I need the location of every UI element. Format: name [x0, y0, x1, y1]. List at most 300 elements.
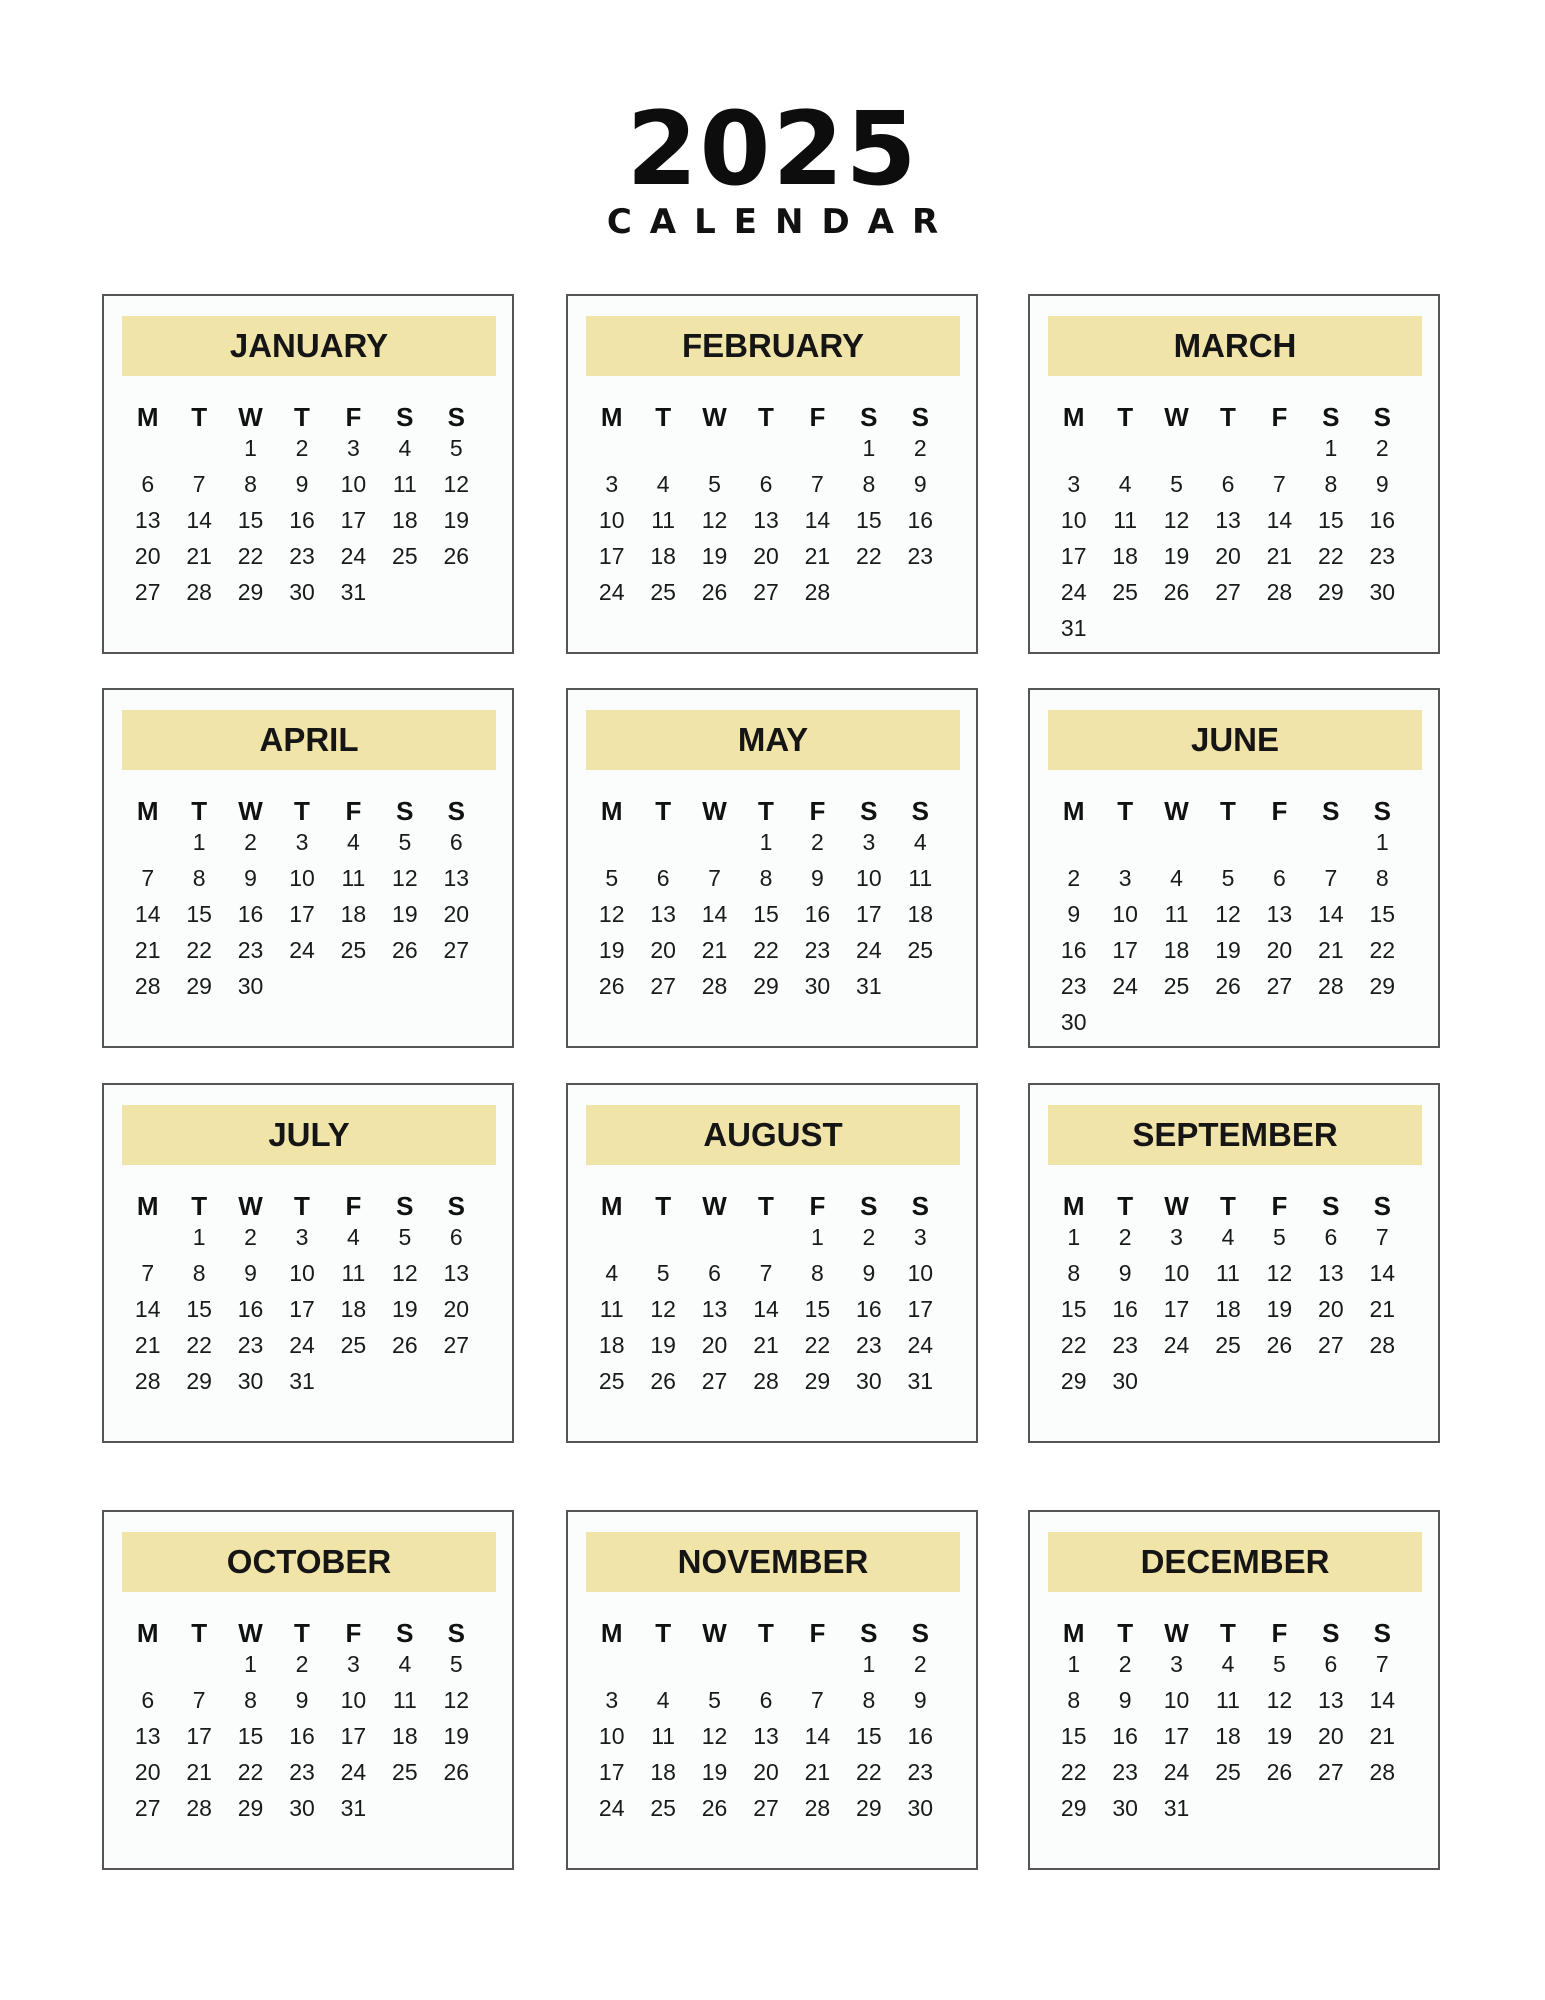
- day-cell: 25: [1215, 1332, 1241, 1358]
- weekday-label: M: [136, 1191, 159, 1221]
- day-cell: 10: [1060, 507, 1087, 533]
- day-cell: 27: [443, 1332, 470, 1358]
- weekday-label: T: [758, 1618, 774, 1648]
- day-cell: 9: [811, 865, 824, 891]
- day-cell: 18: [1112, 543, 1138, 569]
- empty-cell: [637, 1646, 688, 1682]
- day-cell: 26: [1266, 1759, 1293, 1785]
- day-cell: 9: [862, 1260, 876, 1286]
- empty-cell: [586, 824, 637, 860]
- day-cell: 29: [753, 973, 779, 999]
- weekday-label: T: [191, 402, 208, 432]
- day-cell: 9: [1067, 901, 1081, 927]
- day-cell: 7: [1375, 1224, 1389, 1250]
- month-march: [1028, 294, 1440, 654]
- day-cell: 20: [753, 543, 779, 569]
- day-cell: 24: [907, 1332, 934, 1358]
- day-cell: 1: [811, 1224, 824, 1250]
- day-cell: 14: [1318, 901, 1344, 927]
- weekday-label: F: [345, 402, 362, 432]
- weekday-label: M: [1062, 1191, 1085, 1221]
- month-may: [566, 688, 978, 1048]
- weekday-label: T: [191, 1191, 208, 1221]
- month-name: APRIL: [122, 710, 496, 770]
- day-cell: 8: [244, 471, 257, 497]
- day-cell: 11: [1216, 1687, 1240, 1713]
- day-cell: 31: [289, 1368, 315, 1394]
- weekday-label: T: [1220, 796, 1236, 826]
- day-cell: 18: [598, 1332, 625, 1358]
- day-cell: 18: [392, 1723, 418, 1749]
- day-cell: 28: [186, 579, 212, 605]
- day-cell: 23: [907, 1759, 934, 1785]
- weekday-label: W: [702, 1191, 727, 1221]
- day-cell: 26: [701, 579, 728, 605]
- day-cell: 14: [753, 1296, 779, 1322]
- day-cell: 17: [186, 1723, 212, 1749]
- weekday-label: M: [1062, 796, 1085, 826]
- year-title: 2025: [626, 90, 919, 209]
- day-cell: 29: [186, 1368, 212, 1394]
- day-cell: 11: [1216, 1260, 1240, 1286]
- day-cell: 1: [244, 1651, 257, 1677]
- month-february: [566, 294, 978, 654]
- day-cell: 25: [598, 1368, 625, 1394]
- month-name: DECEMBER: [1048, 1532, 1422, 1592]
- day-cell: 24: [598, 579, 625, 605]
- day-cell: 6: [708, 1260, 721, 1286]
- day-cell: 1: [862, 435, 876, 461]
- day-cell: 6: [1324, 1224, 1338, 1250]
- day-cell: 25: [392, 543, 418, 569]
- day-cell: 1: [192, 829, 206, 855]
- day-cell: 3: [347, 435, 360, 461]
- month-december: [1028, 1510, 1440, 1870]
- day-cell: 4: [1221, 1651, 1235, 1677]
- day-cell: 27: [443, 937, 470, 963]
- day-cell: 20: [1215, 543, 1241, 569]
- day-cell: 3: [295, 829, 309, 855]
- day-cell: 14: [1369, 1687, 1396, 1713]
- day-cell: 3: [1118, 865, 1132, 891]
- day-cell: 30: [1112, 1795, 1138, 1821]
- day-cell: 25: [340, 937, 367, 963]
- day-cell: 12: [443, 471, 470, 497]
- month-name: MAY: [586, 710, 960, 770]
- weekday-label: S: [447, 1191, 465, 1221]
- day-cell: 15: [1318, 507, 1344, 533]
- day-cell: 2: [1118, 1224, 1132, 1250]
- weekday-label: T: [294, 402, 310, 432]
- weekday-label: S: [396, 402, 414, 432]
- day-cell: 14: [804, 1723, 831, 1749]
- day-cell: 23: [237, 937, 264, 963]
- day-cell: 1: [1067, 1224, 1081, 1250]
- day-cell: 24: [856, 937, 882, 963]
- month-name: OCTOBER: [122, 1532, 496, 1592]
- day-cell: 27: [134, 579, 161, 605]
- day-cell: 21: [753, 1332, 779, 1358]
- day-cell: 17: [598, 1759, 625, 1785]
- day-cell: 28: [1369, 1332, 1396, 1358]
- weekday-label: T: [655, 402, 672, 432]
- weekday-label: T: [758, 1191, 774, 1221]
- day-cell: 25: [650, 579, 676, 605]
- day-cell: 17: [1163, 1723, 1190, 1749]
- day-cell: 4: [1118, 471, 1132, 497]
- empty-cell: [122, 430, 173, 466]
- day-cell: 17: [1112, 937, 1138, 963]
- day-cell: 9: [244, 1260, 257, 1286]
- weekday-label: M: [600, 796, 623, 826]
- day-cell: 25: [1112, 579, 1138, 605]
- month-january: [102, 294, 514, 654]
- day-cell: 10: [1163, 1687, 1190, 1713]
- day-cell: 12: [1163, 507, 1190, 533]
- day-cell: 22: [1369, 937, 1396, 963]
- day-cell: 23: [1060, 973, 1087, 999]
- day-cell: 21: [134, 1332, 161, 1358]
- day-cell: 15: [186, 901, 212, 927]
- empty-cell: [586, 1219, 637, 1255]
- day-cell: 19: [650, 1332, 676, 1358]
- day-cell: 21: [1266, 543, 1293, 569]
- day-grid: [586, 1610, 946, 1826]
- weekday-label: S: [1322, 1618, 1340, 1648]
- day-cell: 7: [1375, 1651, 1389, 1677]
- empty-cell: [586, 430, 637, 466]
- weekday-label: S: [911, 1618, 929, 1648]
- month-name: MARCH: [1048, 316, 1422, 376]
- day-cell: 23: [856, 1332, 882, 1358]
- day-cell: 14: [134, 1296, 161, 1322]
- day-cell: 29: [186, 973, 212, 999]
- day-cell: 25: [392, 1759, 418, 1785]
- day-cell: 8: [1324, 471, 1338, 497]
- day-cell: 17: [340, 1723, 367, 1749]
- weekday-label: T: [758, 402, 774, 432]
- day-cell: 2: [244, 1224, 257, 1250]
- day-cell: 18: [1215, 1723, 1241, 1749]
- day-cell: 5: [398, 829, 412, 855]
- weekday-label: S: [860, 796, 878, 826]
- weekday-label: T: [655, 1191, 672, 1221]
- month-october: [102, 1510, 514, 1870]
- day-cell: 22: [1060, 1332, 1087, 1358]
- day-cell: 15: [237, 507, 264, 533]
- day-cell: 22: [856, 1759, 882, 1785]
- day-cell: 16: [1112, 1296, 1138, 1322]
- day-cell: 18: [1215, 1296, 1241, 1322]
- empty-cell: [637, 824, 688, 860]
- day-cell: 7: [708, 865, 721, 891]
- day-cell: 21: [701, 937, 728, 963]
- weekday-label: S: [1373, 796, 1391, 826]
- day-cell: 3: [913, 1224, 927, 1250]
- day-cell: 17: [289, 1296, 315, 1322]
- day-cell: 2: [295, 435, 309, 461]
- weekday-label: W: [1164, 402, 1189, 432]
- empty-cell: [740, 430, 791, 466]
- day-cell: 2: [1375, 435, 1389, 461]
- day-cell: 13: [1318, 1260, 1344, 1286]
- weekday-label: W: [238, 1191, 263, 1221]
- empty-cell: [1099, 430, 1150, 466]
- weekday-label: S: [447, 796, 465, 826]
- day-cell: 10: [1112, 901, 1138, 927]
- day-cell: 13: [443, 1260, 470, 1286]
- empty-cell: [1202, 824, 1253, 860]
- day-cell: 7: [141, 1260, 155, 1286]
- empty-cell: [1254, 430, 1305, 466]
- empty-cell: [689, 1646, 740, 1682]
- day-cell: 5: [656, 1260, 670, 1286]
- day-grid: [122, 1610, 482, 1826]
- day-cell: 8: [1067, 1260, 1081, 1286]
- day-cell: 27: [1318, 1332, 1344, 1358]
- weekday-label: S: [1373, 1618, 1391, 1648]
- empty-cell: [637, 1219, 688, 1255]
- weekday-label: F: [1271, 1191, 1288, 1221]
- day-cell: 7: [192, 1687, 206, 1713]
- day-cell: 27: [134, 1795, 161, 1821]
- day-cell: 3: [605, 471, 619, 497]
- day-cell: 16: [1369, 507, 1396, 533]
- day-cell: 12: [392, 1260, 418, 1286]
- day-cell: 25: [340, 1332, 367, 1358]
- weekday-label: F: [809, 1191, 826, 1221]
- day-cell: 15: [856, 507, 882, 533]
- weekday-label: F: [1271, 796, 1288, 826]
- weekday-label: M: [136, 402, 159, 432]
- day-cell: 11: [651, 507, 676, 533]
- day-cell: 2: [244, 829, 257, 855]
- day-grid: [586, 1183, 946, 1399]
- day-cell: 29: [237, 1795, 264, 1821]
- weekday-label: S: [860, 402, 878, 432]
- weekday-label: S: [860, 1618, 878, 1648]
- weekday-label: S: [911, 1191, 929, 1221]
- day-cell: 28: [701, 973, 728, 999]
- day-cell: 9: [295, 471, 309, 497]
- weekday-label: S: [1322, 796, 1340, 826]
- day-cell: 22: [856, 543, 882, 569]
- day-cell: 26: [1215, 973, 1241, 999]
- day-cell: 28: [804, 579, 831, 605]
- day-cell: 19: [598, 937, 625, 963]
- month-name: JANUARY: [122, 316, 496, 376]
- day-cell: 30: [237, 1368, 264, 1394]
- day-cell: 6: [449, 829, 463, 855]
- day-cell: 23: [1369, 543, 1396, 569]
- day-cell: 30: [804, 973, 831, 999]
- empty-cell: [1305, 824, 1356, 860]
- weekday-label: W: [702, 1618, 727, 1648]
- day-cell: 29: [856, 1795, 882, 1821]
- empty-cell: [1048, 430, 1099, 466]
- day-cell: 17: [1163, 1296, 1190, 1322]
- day-cell: 12: [598, 901, 625, 927]
- weekday-label: S: [1373, 402, 1391, 432]
- day-cell: 16: [237, 901, 264, 927]
- day-cell: 22: [186, 937, 212, 963]
- month-november: [566, 1510, 978, 1870]
- weekday-label: W: [1164, 1618, 1189, 1648]
- day-cell: 24: [598, 1795, 625, 1821]
- day-cell: 21: [804, 543, 831, 569]
- calendar-subtitle: CALENDAR: [606, 202, 957, 242]
- day-cell: 15: [1060, 1296, 1087, 1322]
- day-cell: 28: [134, 973, 161, 999]
- weekday-label: T: [1220, 1618, 1236, 1648]
- day-cell: 22: [1318, 543, 1344, 569]
- day-cell: 25: [1215, 1759, 1241, 1785]
- day-cell: 28: [1369, 1759, 1396, 1785]
- day-cell: 30: [1369, 579, 1396, 605]
- month-july: [102, 1083, 514, 1443]
- day-cell: 28: [186, 1795, 212, 1821]
- day-cell: 26: [1163, 579, 1190, 605]
- day-cell: 27: [753, 579, 779, 605]
- day-cell: 18: [650, 1759, 676, 1785]
- weekday-label: F: [809, 402, 826, 432]
- empty-cell: [637, 430, 688, 466]
- day-cell: 4: [347, 829, 360, 855]
- weekday-label: W: [1164, 1191, 1189, 1221]
- day-cell: 8: [244, 1687, 257, 1713]
- day-cell: 9: [244, 865, 257, 891]
- empty-cell: [1151, 824, 1202, 860]
- day-cell: 7: [759, 1260, 773, 1286]
- empty-cell: [792, 1646, 843, 1682]
- day-cell: 15: [804, 1296, 831, 1322]
- day-cell: 9: [1375, 471, 1389, 497]
- day-cell: 5: [708, 1687, 721, 1713]
- weekday-label: W: [1164, 796, 1189, 826]
- day-cell: 19: [392, 901, 418, 927]
- day-cell: 23: [804, 937, 831, 963]
- day-cell: 17: [907, 1296, 934, 1322]
- weekday-label: M: [136, 1618, 159, 1648]
- weekday-label: M: [136, 796, 159, 826]
- day-cell: 26: [701, 1795, 728, 1821]
- weekday-label: F: [809, 796, 826, 826]
- day-cell: 26: [392, 937, 418, 963]
- day-cell: 9: [1118, 1260, 1132, 1286]
- weekday-label: T: [191, 1618, 208, 1648]
- empty-cell: [122, 1646, 173, 1682]
- day-cell: 2: [862, 1224, 876, 1250]
- day-cell: 12: [701, 1723, 728, 1749]
- month-june: [1028, 688, 1440, 1048]
- day-cell: 16: [907, 1723, 934, 1749]
- day-cell: 28: [134, 1368, 161, 1394]
- weekday-label: T: [1117, 796, 1134, 826]
- day-cell: 13: [443, 865, 470, 891]
- day-cell: 12: [1215, 901, 1241, 927]
- day-cell: 27: [701, 1368, 728, 1394]
- day-cell: 13: [650, 901, 676, 927]
- day-cell: 29: [1318, 579, 1344, 605]
- day-cell: 7: [141, 865, 155, 891]
- day-cell: 4: [1221, 1224, 1235, 1250]
- day-cell: 19: [443, 1723, 470, 1749]
- day-cell: 10: [856, 865, 882, 891]
- day-cell: 18: [1163, 937, 1190, 963]
- day-cell: 5: [449, 435, 463, 461]
- weekday-label: S: [1373, 1191, 1391, 1221]
- day-cell: 21: [1369, 1296, 1396, 1322]
- day-cell: 13: [1215, 507, 1241, 533]
- day-grid: [586, 394, 946, 610]
- day-cell: 23: [907, 543, 934, 569]
- day-cell: 16: [289, 507, 315, 533]
- day-cell: 31: [340, 1795, 367, 1821]
- day-cell: 1: [192, 1224, 206, 1250]
- day-cell: 30: [289, 1795, 315, 1821]
- empty-cell: [586, 1646, 637, 1682]
- day-cell: 6: [141, 471, 155, 497]
- month-name: AUGUST: [586, 1105, 960, 1165]
- empty-cell: [792, 430, 843, 466]
- day-cell: 1: [1324, 435, 1338, 461]
- weekday-label: F: [1271, 402, 1288, 432]
- weekday-label: T: [1220, 402, 1236, 432]
- day-cell: 17: [598, 543, 625, 569]
- weekday-label: T: [655, 1618, 672, 1648]
- day-cell: 3: [862, 829, 876, 855]
- day-cell: 8: [759, 865, 773, 891]
- day-cell: 5: [708, 471, 721, 497]
- day-cell: 27: [1215, 579, 1241, 605]
- empty-cell: [1048, 824, 1099, 860]
- weekday-label: S: [860, 1191, 878, 1221]
- day-cell: 18: [340, 1296, 367, 1322]
- day-cell: 7: [1273, 471, 1286, 497]
- day-cell: 22: [1060, 1759, 1087, 1785]
- empty-cell: [689, 1219, 740, 1255]
- day-cell: 8: [811, 1260, 824, 1286]
- empty-cell: [740, 1219, 791, 1255]
- day-cell: 12: [392, 865, 418, 891]
- weekday-label: T: [1220, 1191, 1236, 1221]
- day-cell: 13: [753, 507, 779, 533]
- day-cell: 9: [913, 471, 927, 497]
- day-cell: 25: [907, 937, 934, 963]
- day-cell: 11: [341, 1260, 366, 1286]
- day-cell: 27: [650, 973, 676, 999]
- weekday-label: W: [238, 796, 263, 826]
- day-cell: 29: [1060, 1368, 1087, 1394]
- day-cell: 2: [1067, 865, 1081, 891]
- day-cell: 3: [295, 1224, 309, 1250]
- day-cell: 14: [1266, 507, 1293, 533]
- day-cell: 30: [237, 973, 264, 999]
- day-cell: 28: [804, 1795, 831, 1821]
- weekday-label: S: [396, 1191, 414, 1221]
- month-name: NOVEMBER: [586, 1532, 960, 1592]
- day-cell: 24: [340, 1759, 367, 1785]
- day-cell: 6: [141, 1687, 155, 1713]
- day-cell: 20: [650, 937, 676, 963]
- day-cell: 2: [295, 1651, 309, 1677]
- day-cell: 21: [1369, 1723, 1396, 1749]
- day-cell: 12: [650, 1296, 676, 1322]
- weekday-label: W: [238, 402, 263, 432]
- day-cell: 13: [134, 507, 161, 533]
- day-cell: 30: [1112, 1368, 1138, 1394]
- day-cell: 5: [1273, 1224, 1286, 1250]
